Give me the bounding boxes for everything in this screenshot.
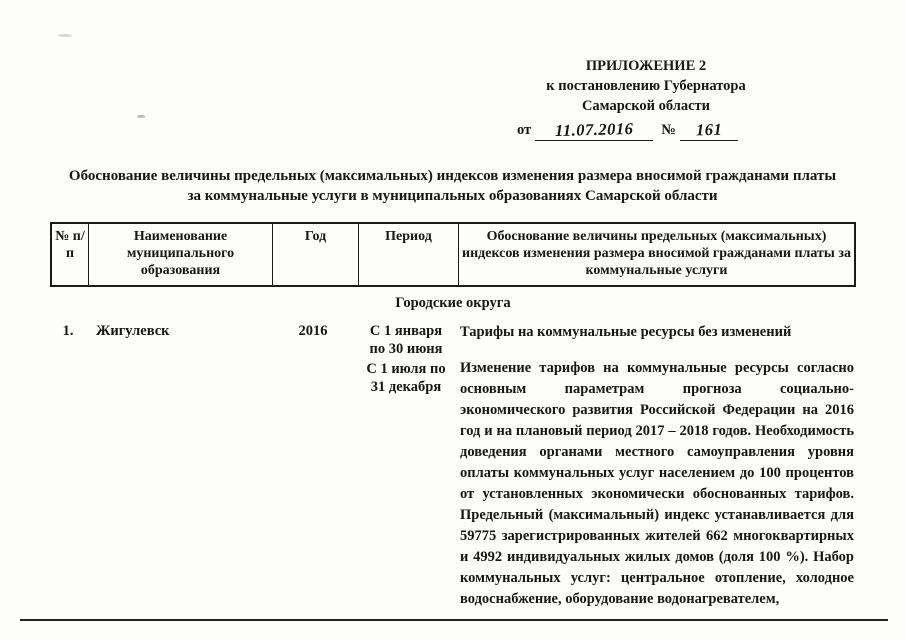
table-section-title: Городские округа (395, 295, 511, 311)
column-header-num: № п/п (55, 229, 85, 261)
handwritten-date: 11.07.2016 (554, 118, 634, 141)
appendix-title: ПРИЛОЖЕНИЕ 2 (585, 58, 707, 74)
column-header-municipality: Наименование муниципального образования (88, 224, 272, 285)
date-blank-line (535, 119, 653, 141)
scan-artifact (137, 115, 145, 118)
cell-period-1: С 1 января по 30 июня (369, 323, 443, 357)
title-line-1: Обоснование величины предельных (максимальных) индексов изменения размера вносимой гражданами платы (68, 168, 837, 184)
column-header-justification: Обоснование величины предельных (максимальных) индексов изменения размера вносимой гражданами платы за коммунальные услуги (458, 224, 854, 285)
date-prefix-label: от (517, 122, 532, 138)
appendix-date-line (505, 119, 787, 141)
cell-justification-1: Тарифы на коммунальные ресурсы без изменений (460, 324, 792, 340)
cell-year: 2016 (298, 323, 328, 339)
number-prefix-label: № (661, 122, 676, 138)
cell-row-number: 1. (62, 323, 74, 339)
appendix-line-3: Самарской области (581, 98, 711, 114)
table-header-row (50, 222, 856, 287)
number-blank-line (680, 119, 738, 141)
appendix-block (505, 56, 787, 141)
cell-period-2: С 1 июля по 31 декабря (366, 361, 446, 395)
column-header-year: Год (272, 224, 358, 285)
document-title (45, 166, 860, 206)
title-line-2: за коммунальные услуги в муниципальных образованиях Самарской области (187, 188, 718, 204)
scan-artifact (58, 34, 72, 37)
justification-table (50, 222, 856, 610)
cell-municipality: Жигулевск (96, 323, 170, 339)
column-header-period: Период (358, 224, 458, 285)
handwritten-number: 161 (695, 119, 723, 140)
cell-justification-2: Изменение тарифов на коммунальные ресурсы согласно основным параметрам прогноза социально-экономического развития Российской Федерации на 2016 год и на плановый период 2017 – 2018 годов. Необходимость доведения органами местного самоуправления уровня оплаты коммунальных услуг населением до 100 процентов от установленных экономически обоснованных тарифов. Предельный (максимальный) индекс устанавливается для 59775 зарегистрированных жителей 662 многоквартирных и 4992 индивидуальных жилых домов (доля 100 %). Набор коммунальных услуг: центральное отопление, холодное водоснабжение, оборудование водонагревателем, (460, 360, 854, 607)
page-bottom-line (20, 619, 888, 621)
table-row (50, 322, 856, 610)
appendix-line-2: к постановлению Губернатора (546, 78, 746, 94)
